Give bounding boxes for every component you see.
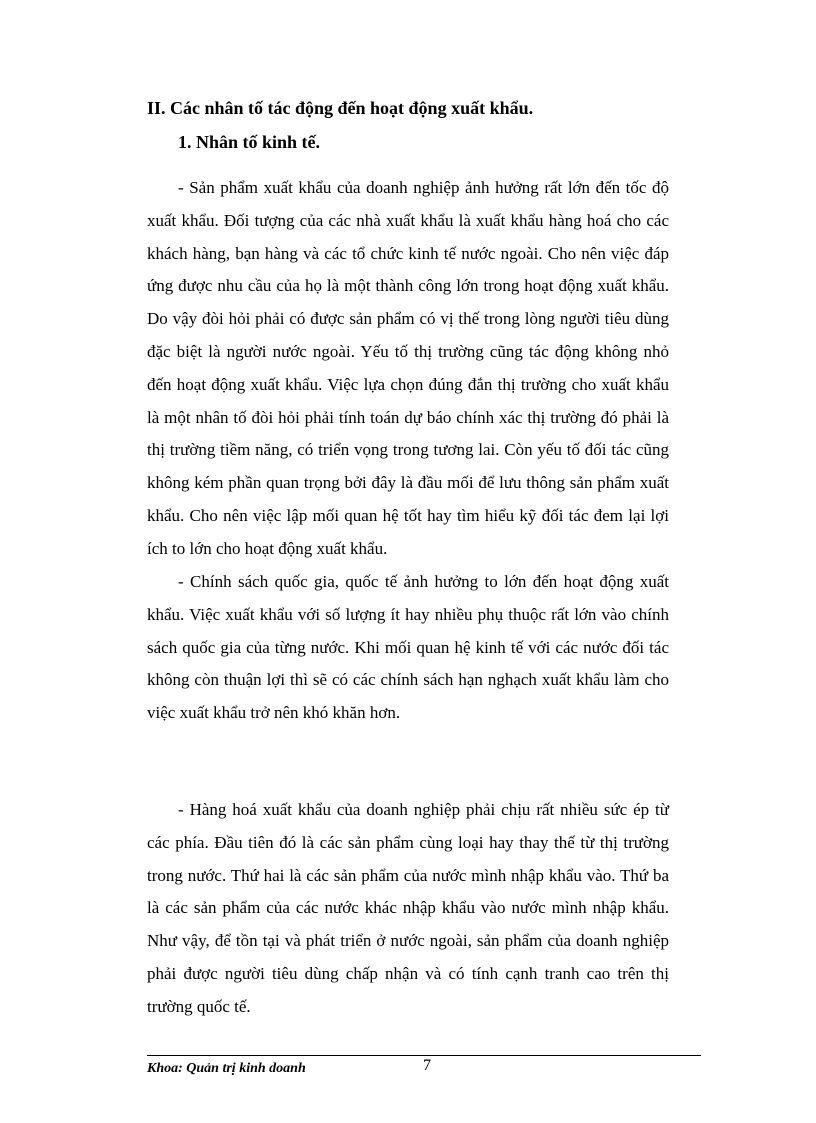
paragraph-competitive-pressure: - Hàng hoá xuất khẩu của doanh nghiệp phải chịu rất nhiều sức ép từ các phía. Đầu tiên đó là các sản phẩm cùng loại hay thay thế từ thị trường trong nước. Thứ hai là các sản phẩm của nước mình nhập khẩu vào. Thứ ba là các sản phẩm của các nước khác nhập khẩu vào nước mình nhập khẩu. Như vậy, để tồn tại và phát triển ở nước ngoài, sản phẩm của doanh nghiệp phải được người tiêu dùng chấp nhận và có tính cạnh tranh cao trên thị trường quốc tế.	[147, 800, 669, 1016]
paragraph-national-policy: - Chính sách quốc gia, quốc tế ảnh hưởng to lớn đến hoạt động xuất khẩu. Việc xuất khẩu với số lượng ít hay nhiều phụ thuộc rất lớn vào chính sách quốc gia của từng nước. Khi mối quan hệ kinh tế với các nước đối tác không còn thuận lợi thì sẽ có các chính sách hạn nghạch xuất khẩu làm cho việc xuất khẩu trở nên khó khăn hơn.	[147, 572, 669, 723]
paragraph-export-products: - Sản phẩm xuất khẩu của doanh nghiệp ảnh hưởng rất lớn đến tốc độ xuất khẩu. Đối tượng của các nhà xuất khẩu là xuất khẩu hàng hoá cho các khách hàng, bạn hàng và các tổ chức kinh tế nước ngoài. Cho nên việc đáp ứng được nhu cầu của họ là một thành công lớn trong hoạt động xuất khẩu. Do vậy đòi hỏi phải có được sản phẩm có vị thế trong lòng người tiêu dùng đặc biệt là người nước ngoài. Yếu tố thị trường cũng tác động không nhỏ đến hoạt động xuất khẩu. Việc lựa chọn đúng đắn thị trường cho xuất khẩu là một nhân tố đòi hỏi phải tính toán dự báo chính xác thị trường đó phải là thị trường tiềm năng, có triển vọng trong tương lai. Còn yếu tố đối tác cũng không kém phần quan trọng bởi đây là đầu mối để lưu thông sản phẩm xuất khẩu. Cho nên việc lập mối quan hệ tốt hay tìm hiểu kỹ đối tác đem lại lợi ích to lớn cho hoạt động xuất khẩu.	[147, 178, 669, 558]
footer-faculty: Khoa: Quản trị kinh doanh	[147, 1061, 306, 1076]
page-number: 7	[423, 1057, 431, 1074]
section-heading: II. Các nhân tố tác động đến hoạt động xuất khẩu.	[147, 98, 534, 118]
subsection-heading: 1. Nhân tố kinh tế.	[178, 132, 321, 152]
